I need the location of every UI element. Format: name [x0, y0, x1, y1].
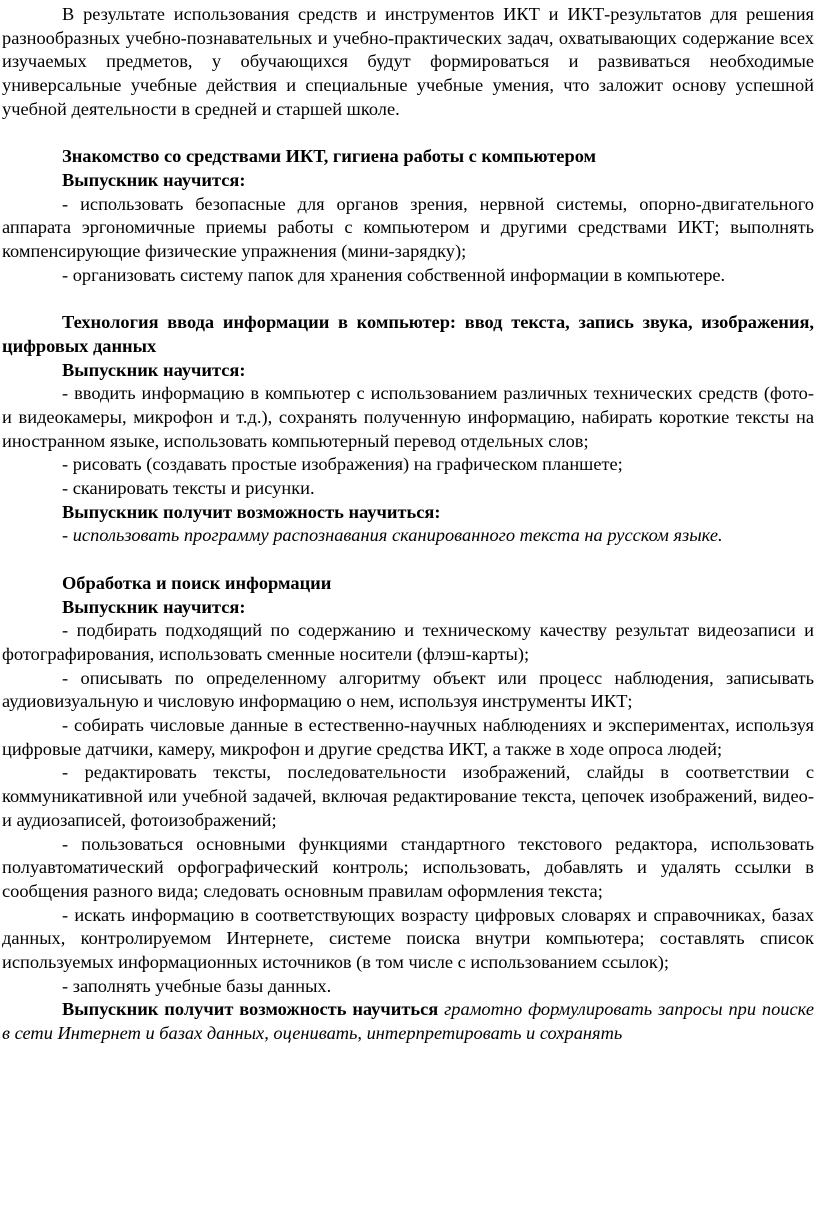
list-item: - рисовать (создавать простые изображения) на графическом планшете;: [62, 454, 623, 475]
opportunity-paragraph: [2, 998, 814, 1045]
graduate-opportunity-label: Выпускник получит возможность научиться:: [62, 501, 441, 522]
graduate-opportunity-label: Выпускник получит возможность научиться: [62, 999, 439, 1020]
list-item: - подбирать подходящий по содержанию и техническому качеству результат видеозаписи и фотографирования, использовать сменные носители (флэш-карты);: [2, 620, 814, 664]
list-item: - организовать систему папок для хранения собственной информации в компьютере.: [62, 264, 726, 285]
section-heading-input-technology: Технология ввода информации в компьютер: ввод текста, запись звука, изображения, цифровых данных: [2, 312, 814, 356]
opportunity-text: использовать программу распознавания сканированного текста на русском языке.: [72, 525, 723, 546]
section-heading-information-processing: Обработка и поиск информации: [62, 572, 332, 593]
section-heading-ict-basics: Знакомство со средствами ИКТ, гигиена работы с компьютером: [62, 146, 597, 167]
list-item: - сканировать тексты и рисунки.: [62, 478, 315, 499]
list-item: - заполнять учебные базы данных.: [62, 975, 332, 996]
list-item: - искать информацию в соответствующих возрасту цифровых словарях и справочниках, базах данных, контролируемом Интернете, системе поиска внутри компьютера; составлять список используемых информационных источников (в том числе с использованием ссылок);: [2, 904, 814, 973]
list-item: - описывать по определенному алгоритму объект или процесс наблюдения, записывать аудиовизуальную и числовую информацию о нем, используя инструменты ИКТ;: [2, 667, 814, 712]
graduate-will-learn-label: Выпускник научится:: [62, 169, 246, 190]
list-item: - собирать числовые данные в естественно-научных наблюдениях и экспериментах, используя цифровые датчики, камеру, микрофон и другие средства ИКТ, а также в ходе опроса людей;: [2, 715, 814, 759]
graduate-will-learn-label: Выпускник научится:: [62, 596, 246, 617]
intro-paragraph: В результате использования средств и инструментов ИКТ и ИКТ-результатов для решения разнообразных учебно-познавательных и учебно-практических задач, охватывающих содержание всех изучаемых предметов, у обучающихся будут формироваться и развиваться необходимые универсальные учебные действия и специальные учебные умения, что заложит основу успешной учебной деятельности в средней и старшей школе.: [2, 4, 814, 119]
opportunity-text: грамотно формулировать запросы при поиске в сети Интернет и базах данных, оценивать, интерпретировать и сохранять: [2, 999, 814, 1044]
list-item: - вводить информацию в компьютер с использованием различных технических средств (фото- и видеокамеры, микрофон и т.д.), сохранять полученную информацию, набирать короткие тексты на иностранном языке, использовать компьютерный перевод отдельных слов;: [2, 383, 814, 451]
list-item: - редактировать тексты, последовательности изображений, слайды в соответствии с коммуникативной или учебной задачей, включая редактирование текста, цепочек изображений, видео- и аудиозаписей, фотоизображений;: [2, 762, 814, 830]
list-item: - пользоваться основными функциями стандартного текстового редактора, использовать полуавтоматический орфографический контроль; использовать, добавлять и удалять ссылки в сообщения разного вида; следовать основным правилам оформления текста;: [2, 833, 814, 901]
opportunity-item: [2, 524, 814, 548]
list-item: - использовать безопасные для органов зрения, нервной системы, опорно-двигательного аппарата эргономичные приемы работы с компьютером и другими средствами ИКТ; выполнять компенсирующие физические упражнения (мини-зарядку);: [2, 193, 814, 262]
document-page: [0, 3, 816, 1209]
graduate-will-learn-label: Выпускник научится:: [62, 359, 246, 380]
opportunity-dash: -: [62, 525, 73, 546]
